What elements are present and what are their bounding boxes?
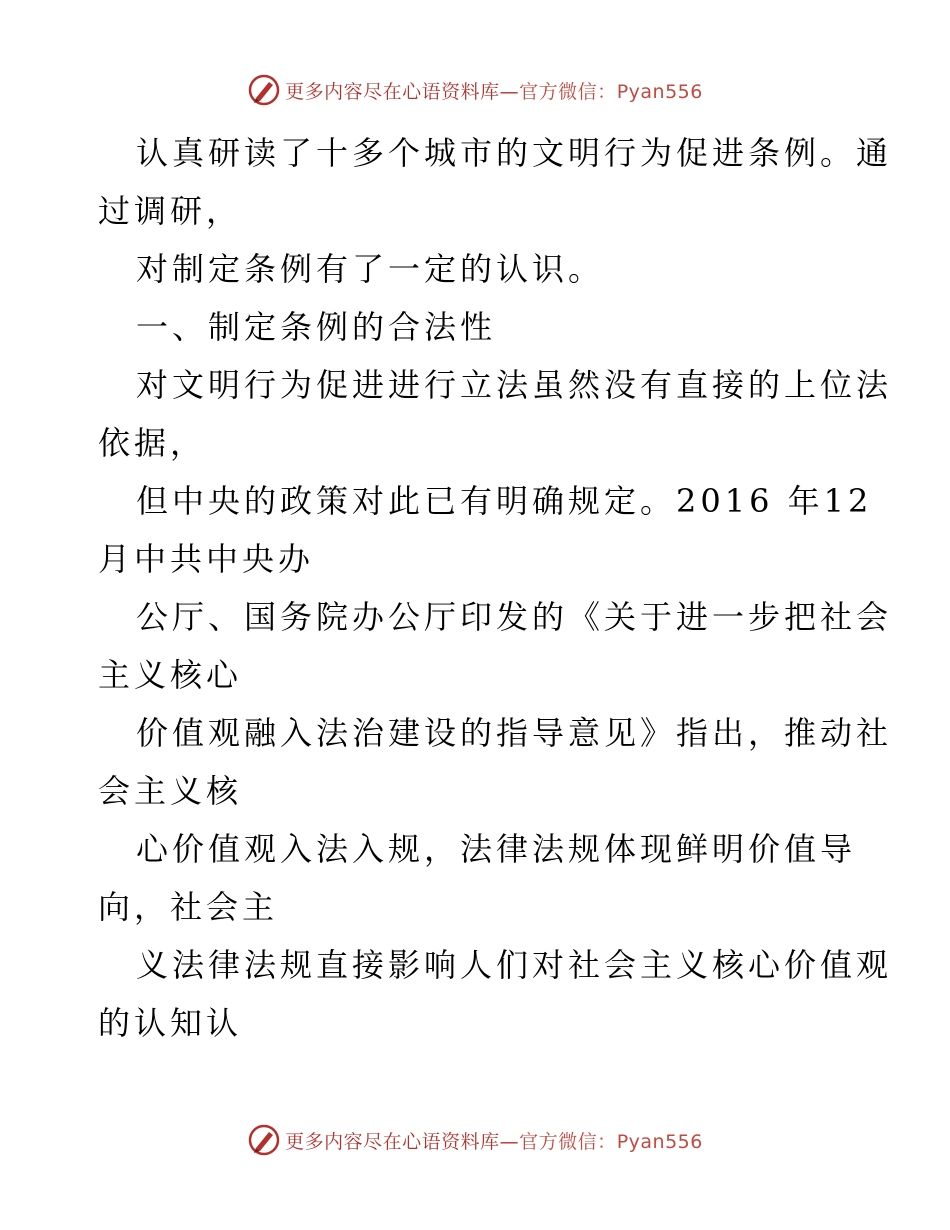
footer-banner-text bbox=[285, 1127, 703, 1154]
header-banner bbox=[0, 70, 950, 110]
document-body bbox=[98, 124, 893, 1052]
paragraph-line: 向，社会主 bbox=[98, 888, 279, 926]
pen-logo-icon bbox=[247, 73, 281, 107]
paragraph-line: 过调研， bbox=[98, 192, 243, 230]
footer-wechat-id: Pyan556 bbox=[616, 1130, 703, 1153]
header-wechat-label: 官方微信： bbox=[519, 80, 617, 103]
paragraph-line: 义法律法规直接影响人们对社会主义核心价值观 bbox=[136, 946, 893, 984]
paragraph-line: 对制定条例有了一定的认识。 bbox=[136, 250, 605, 288]
paragraph-line: 月中共中央办 bbox=[98, 540, 315, 578]
pen-logo-icon bbox=[247, 1123, 281, 1157]
header-banner-text bbox=[285, 77, 703, 104]
paragraph-line: 心价值观入法入规，法律法规体现鲜明价值导 bbox=[136, 830, 857, 868]
footer-brand-text: 更多内容尽在心语资料库 bbox=[285, 1130, 500, 1153]
paragraph-line: 对文明行为促进进行立法虽然没有直接的上位法 bbox=[136, 366, 893, 404]
header-wechat-id: Pyan556 bbox=[616, 80, 703, 103]
paragraph-line: 一、制定条例的合法性 bbox=[136, 308, 497, 346]
header-brand-text: 更多内容尽在心语资料库 bbox=[285, 80, 500, 103]
paragraph-line: 的认知认 bbox=[98, 1004, 243, 1042]
paragraph-line: 会主义核 bbox=[98, 772, 243, 810]
paragraph-line: 依据， bbox=[98, 424, 207, 462]
footer-banner bbox=[0, 1120, 950, 1160]
paragraph-line: 主义核心 bbox=[98, 656, 243, 694]
footer-wechat-label: 官方微信： bbox=[519, 1130, 617, 1153]
paragraph-line: 但中央的政策对此已有明确规定。2016 年12 bbox=[136, 482, 873, 520]
paragraph-line: 公厅、国务院办公厅印发的《关于进一步把社会 bbox=[136, 598, 893, 636]
paragraph-line: 价值观融入法治建设的指导意见》指出，推动社 bbox=[136, 714, 893, 752]
header-dash: — bbox=[499, 80, 520, 103]
paragraph-line: 认真研读了十多个城市的文明行为促进条例。通 bbox=[136, 134, 893, 172]
footer-dash: — bbox=[499, 1130, 520, 1153]
